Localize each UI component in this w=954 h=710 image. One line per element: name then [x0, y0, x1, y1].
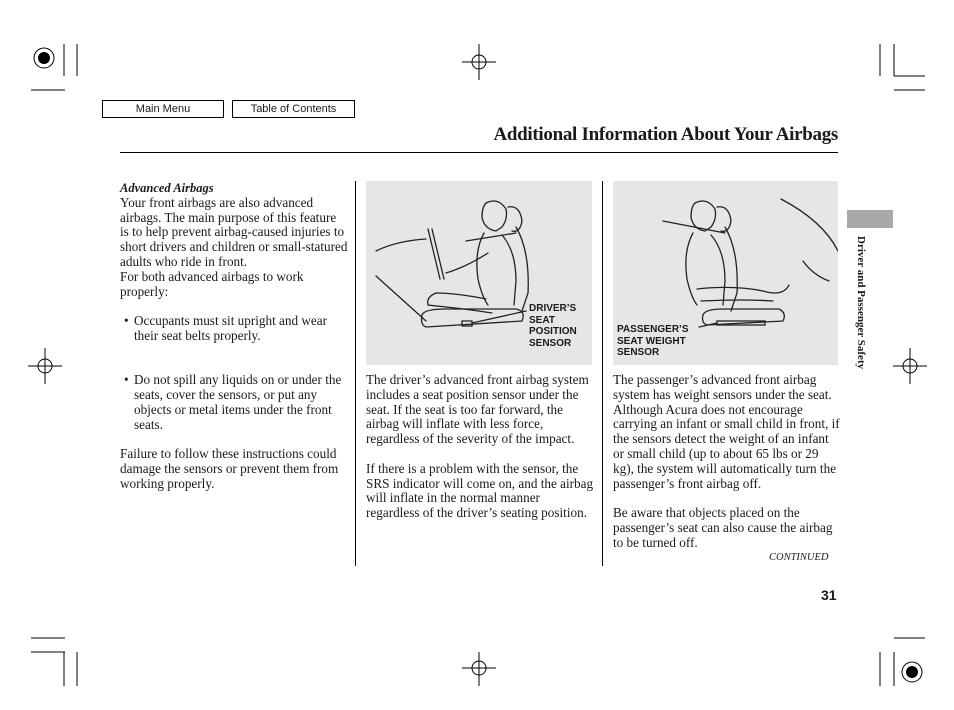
driver-seat-sensor-figure — [366, 181, 592, 365]
spacer — [120, 433, 348, 448]
main-menu-button[interactable]: Main Menu — [102, 100, 224, 118]
continued-label: CONTINUED — [769, 552, 829, 563]
spacer — [120, 344, 348, 359]
intro-paragraph: Your front airbags are also advanced airbags. The main purpose of this feature is to help prevent airbag-caused injuries to short drivers and children or small-statured adults who ride in front. — [120, 194, 348, 269]
closing-paragraph: Failure to follow these instructions could damage the sensors or prevent them from working properly. — [120, 446, 339, 491]
passenger-seat-sensor-figure — [613, 181, 838, 365]
driver-sensor-paragraph-1: The driver’s advanced front airbag system includes a seat position sensor under the seat. If the seat is too far forward, the airbag will inflate with less force, regardless of the severity of the impact. — [366, 372, 589, 447]
column-divider-right — [602, 181, 603, 566]
right-column — [613, 373, 841, 551]
spacer — [613, 491, 841, 506]
column-divider-left — [355, 181, 356, 566]
spacer — [366, 447, 594, 462]
title-rule — [120, 152, 838, 153]
middle-column — [366, 373, 594, 521]
page-number: 31 — [821, 587, 837, 603]
subheading-advanced-airbags: Advanced Airbags — [120, 181, 214, 195]
intro-paragraph-2: For both advanced airbags to work properly: — [120, 268, 304, 299]
driver-sensor-paragraph-2: If there is a problem with the sensor, the SRS indicator will come on, and the airbag will inflate in the normal manner regardless of the driver’s seating position. — [366, 460, 594, 521]
left-column — [120, 181, 348, 492]
spacer — [120, 359, 348, 374]
bullet-item: • Do not spill any liquids on or under the seats, cover the sensors, or put any objects or metal items under the front seats. — [120, 373, 348, 432]
section-label: Driver and Passenger Safety — [855, 236, 867, 370]
passenger-weight-sensor-label: PASSENGER’S SEAT WEIGHT SENSOR — [617, 324, 689, 358]
passenger-sensor-paragraph-2: Be aware that objects placed on the passenger’s seat can also cause the airbag to be turned off. — [613, 505, 833, 550]
section-tab — [847, 210, 893, 228]
driver-seat-sensor-label: DRIVER’S SEAT POSITION SENSOR — [529, 303, 577, 349]
spacer — [120, 299, 348, 314]
passenger-sensor-paragraph-1: The passenger’s advanced front airbag system has weight sensors under the seat. Although Acura does not encourage carrying an infant or small child in front, if the sensors detect the weight of an infant or small child (up to about 65 lbs or 29 kg), the system will automatically turn the passenger’s front airbag off. — [613, 372, 840, 491]
bullet-item: • Occupants must sit upright and wear their seat belts properly. — [120, 314, 348, 344]
page-title: Additional Information About Your Airbags — [493, 124, 838, 145]
table-of-contents-button[interactable]: Table of Contents — [232, 100, 355, 118]
